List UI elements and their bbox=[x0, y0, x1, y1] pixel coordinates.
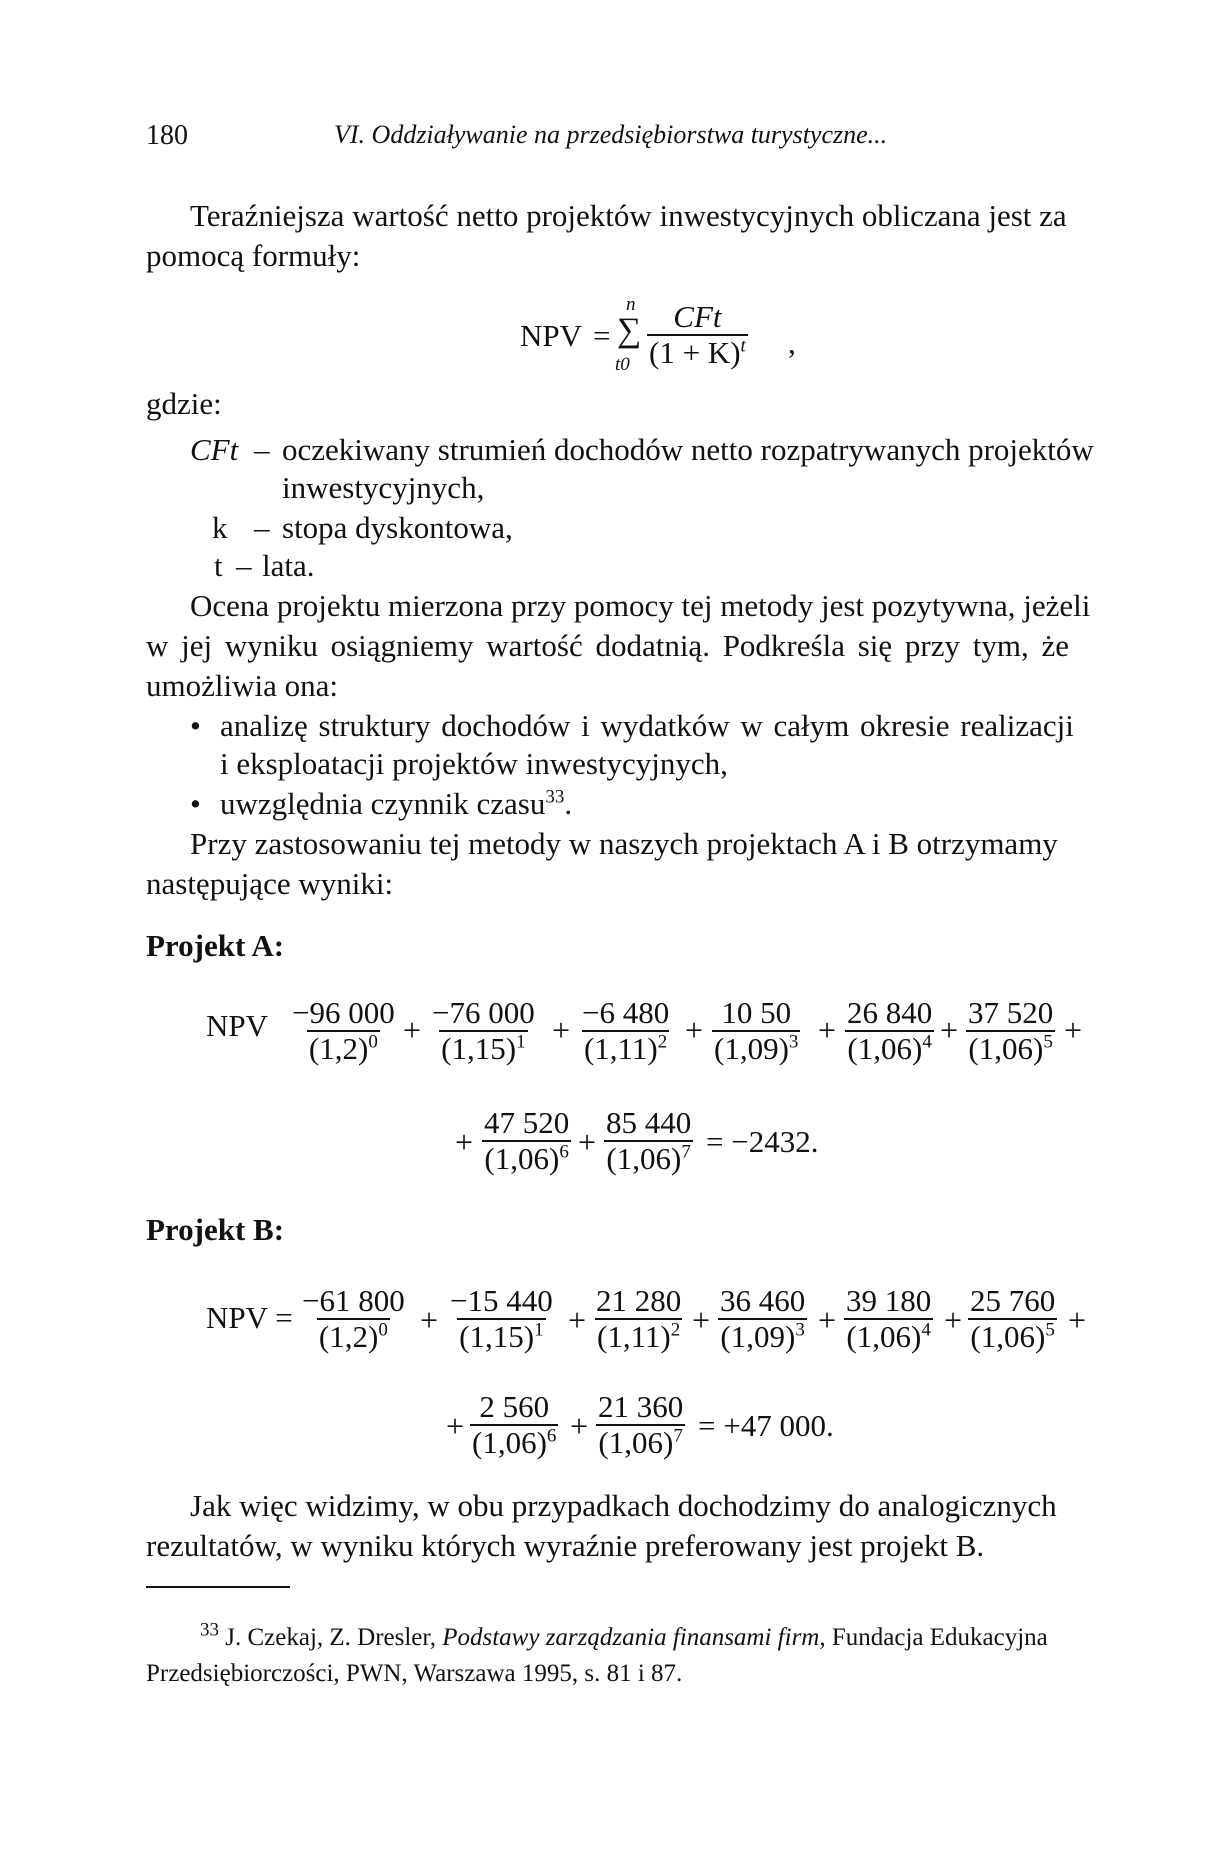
fraction-numerator: 21 280 bbox=[596, 1283, 682, 1318]
fraction-term bbox=[594, 1284, 683, 1354]
fraction-numerator: 2 560 bbox=[479, 1389, 550, 1424]
formula-fraction bbox=[647, 300, 748, 370]
sigma-upper: n bbox=[626, 294, 636, 315]
denominator-base: (1,11) bbox=[583, 1031, 658, 1066]
denominator-exponent: 2 bbox=[657, 1031, 668, 1053]
denominator-exponent: 4 bbox=[922, 1031, 932, 1053]
denominator-base: (1,2) bbox=[308, 1031, 369, 1066]
fraction-term bbox=[712, 996, 800, 1066]
formula-trailing: , bbox=[788, 325, 796, 360]
fraction-term bbox=[430, 996, 537, 1066]
fraction-denominator bbox=[966, 1030, 1054, 1066]
fraction-denominator bbox=[582, 1030, 669, 1066]
where-label: gdzie: bbox=[146, 386, 222, 421]
formula-equals: = bbox=[593, 318, 611, 353]
fraction-denominator bbox=[307, 1030, 380, 1066]
fraction-denominator bbox=[596, 1424, 684, 1460]
fraction-numerator: 21 360 bbox=[598, 1389, 684, 1424]
fraction-term bbox=[604, 1106, 693, 1176]
denominator-base: (1,06) bbox=[968, 1031, 1044, 1066]
formula-denominator bbox=[647, 334, 748, 370]
footnote-ref: 33 bbox=[545, 786, 565, 808]
denominator-exponent: 6 bbox=[546, 1425, 557, 1447]
plus-sign: + bbox=[552, 1012, 571, 1048]
denominator-exponent: 5 bbox=[1045, 1319, 1055, 1341]
fraction-term bbox=[580, 996, 671, 1066]
plus-sign: + bbox=[818, 1012, 837, 1048]
paragraph2-line-1: Przy zastosowaniu tej metody w naszych projektach A i B otrzymamy bbox=[190, 826, 1058, 861]
denominator-base: (1,09) bbox=[720, 1319, 796, 1354]
formula-numerator: CFt bbox=[673, 299, 722, 334]
footnote-publisher: Fundacja Edukacyjna bbox=[831, 1624, 1048, 1651]
fraction-denominator bbox=[595, 1318, 682, 1354]
plus-sign: + bbox=[818, 1302, 837, 1338]
fraction-term bbox=[968, 1284, 1057, 1354]
formula-exponent: t bbox=[740, 335, 746, 357]
footnote-separator bbox=[146, 1586, 290, 1588]
paragraph1-line-3: umożliwia ona: bbox=[146, 668, 338, 703]
denominator-exponent: 3 bbox=[788, 1031, 799, 1053]
definition-continuation: inwestycyjnych, bbox=[282, 470, 485, 505]
plus-sign: + bbox=[940, 1012, 959, 1048]
denominator-exponent: 4 bbox=[921, 1319, 931, 1341]
denominator-exponent: 7 bbox=[681, 1141, 691, 1163]
definition-dash: – bbox=[254, 432, 270, 467]
denominator-base: (1,06) bbox=[970, 1319, 1046, 1354]
fraction-term bbox=[448, 1284, 555, 1354]
project-a-heading: Projekt A: bbox=[146, 928, 285, 963]
denominator-exponent: 1 bbox=[516, 1031, 526, 1053]
definition-symbol: t bbox=[214, 548, 223, 583]
definition-text: lata. bbox=[262, 548, 315, 583]
denominator-base: (1,09) bbox=[714, 1031, 789, 1066]
equation-result: = +47 000. bbox=[698, 1408, 834, 1443]
formula-lhs: NPV bbox=[520, 318, 583, 353]
fraction-numerator: 85 440 bbox=[606, 1105, 692, 1140]
plus-sign: + bbox=[570, 1408, 589, 1444]
fraction-denominator bbox=[439, 1030, 527, 1066]
plus-sign: + bbox=[1068, 1302, 1087, 1338]
footnote-title: Podstawy zarządzania finansami firm, bbox=[442, 1624, 826, 1651]
denominator-exponent: 1 bbox=[534, 1319, 544, 1341]
denominator-base: (1,06) bbox=[472, 1425, 547, 1460]
fraction-term bbox=[482, 1106, 571, 1176]
bullet-line-1 bbox=[220, 786, 572, 822]
sigma-symbol: ∑ bbox=[617, 312, 642, 349]
bullet-text: uwzględnia czynnik czasu bbox=[220, 786, 546, 821]
plus-sign: + bbox=[685, 1012, 704, 1048]
fraction-denominator bbox=[844, 1318, 932, 1354]
fraction-denominator bbox=[470, 1424, 558, 1460]
intro-line-1 bbox=[190, 198, 1140, 234]
fraction-numerator: −76 000 bbox=[432, 995, 535, 1030]
denominator-base: (1,06) bbox=[846, 1319, 922, 1354]
fraction-denominator bbox=[482, 1140, 570, 1176]
fraction-term bbox=[290, 996, 397, 1066]
bullet-marker: • bbox=[190, 786, 201, 821]
page-number: 180 bbox=[146, 120, 188, 151]
denominator-exponent: 2 bbox=[670, 1319, 681, 1341]
plus-sign: + bbox=[944, 1302, 963, 1338]
fraction-numerator: −61 800 bbox=[302, 1283, 405, 1318]
definition-dash: – bbox=[254, 510, 270, 545]
paragraph2-line-2: następujące wyniki: bbox=[146, 866, 394, 901]
fraction-numerator: −96 000 bbox=[292, 995, 395, 1030]
fraction-numerator: 10 50 bbox=[721, 995, 792, 1030]
plus-sign: + bbox=[1064, 1012, 1083, 1048]
sigma-lower: t0 bbox=[615, 354, 630, 375]
plus-sign: + bbox=[578, 1124, 597, 1160]
footnote-line-1 bbox=[200, 1619, 1048, 1652]
definition-text-line bbox=[282, 432, 1140, 468]
fraction-term bbox=[966, 996, 1055, 1066]
denominator-exponent: 3 bbox=[795, 1319, 805, 1341]
plus-sign: + bbox=[446, 1408, 465, 1444]
fraction-numerator: 37 520 bbox=[968, 995, 1054, 1030]
plus-sign: + bbox=[568, 1302, 587, 1338]
fraction-term bbox=[844, 1284, 933, 1354]
fraction-term bbox=[596, 1390, 685, 1460]
denominator-base: (1,11) bbox=[597, 1319, 671, 1354]
definition-text: oczekiwany strumień dochodów netto rozpatrywanych projektów bbox=[282, 432, 1094, 467]
fraction-denominator bbox=[712, 1030, 800, 1066]
definition-text: stopa dyskontowa, bbox=[282, 510, 513, 545]
paragraph1-line-2: w jej wyniku osiągniemy wartość dodatnią. Podkreśla się przy tym, że bbox=[146, 628, 1069, 663]
plus-sign: + bbox=[692, 1302, 711, 1338]
plus-sign: + bbox=[455, 1124, 474, 1160]
definition-symbol: CFt bbox=[190, 432, 239, 467]
denominator-exponent: 0 bbox=[368, 1031, 378, 1053]
denominator-base: (1,06) bbox=[847, 1031, 923, 1066]
intro-line-2: pomocą formuły: bbox=[146, 238, 361, 273]
bullet-line-2: i eksploatacji projektów inwestycyjnych, bbox=[220, 746, 728, 781]
fraction-numerator: 26 840 bbox=[847, 995, 933, 1030]
fraction-numerator: 47 520 bbox=[484, 1105, 570, 1140]
bullet-line-1: analizę struktury dochodów i wydatków w całym okresie realizacji bbox=[220, 708, 1074, 743]
fraction-numerator: −6 480 bbox=[582, 995, 670, 1030]
conclusion-line-1: Jak więc widzimy, w obu przypadkach dochodzimy do analogicznych bbox=[190, 1488, 1057, 1523]
denominator-base: (1,15) bbox=[441, 1031, 517, 1066]
denominator-base: (1,2) bbox=[318, 1319, 379, 1354]
fraction-numerator: 25 760 bbox=[970, 1283, 1056, 1318]
fraction-denominator bbox=[968, 1318, 1056, 1354]
fraction-denominator bbox=[718, 1318, 806, 1354]
bullet-marker: • bbox=[190, 708, 201, 743]
denominator-exponent: 0 bbox=[378, 1319, 388, 1341]
fraction-term bbox=[718, 1284, 807, 1354]
denominator-base: (1,15) bbox=[459, 1319, 535, 1354]
fraction-denominator bbox=[604, 1140, 692, 1176]
fraction-term bbox=[470, 1390, 558, 1460]
npv-label: NPV = bbox=[206, 1300, 293, 1335]
fraction-numerator: 39 180 bbox=[846, 1283, 932, 1318]
fraction-term bbox=[845, 996, 934, 1066]
fraction-denominator bbox=[457, 1318, 545, 1354]
footnote-number: 33 bbox=[200, 1619, 219, 1641]
fraction-numerator: −15 440 bbox=[450, 1283, 553, 1318]
running-header: VI. Oddziaływanie na przedsiębiorstwa turystyczne... bbox=[334, 120, 888, 149]
fraction-denominator bbox=[845, 1030, 933, 1066]
denominator-exponent: 5 bbox=[1043, 1031, 1053, 1053]
bullet-trailing: . bbox=[564, 786, 573, 821]
fraction-numerator: 36 460 bbox=[720, 1283, 806, 1318]
equation-result: = −2432. bbox=[706, 1124, 819, 1159]
denominator-exponent: 7 bbox=[673, 1425, 683, 1447]
intro-text-1: Teraźniejsza wartość netto projektów inwestycyjnych obliczana jest za bbox=[190, 198, 1067, 233]
conclusion-line-2: rezultatów, w wyniku których wyraźnie preferowany jest projekt B. bbox=[146, 1528, 985, 1563]
denominator-base: (1,06) bbox=[598, 1425, 674, 1460]
plus-sign: + bbox=[403, 1012, 422, 1048]
footnote-authors: J. Czekaj, Z. Dresler, bbox=[225, 1624, 436, 1651]
footnote-line-2: Przedsiębiorczości, PWN, Warszawa 1995, s. 81 i 87. bbox=[146, 1660, 683, 1687]
fraction-denominator bbox=[317, 1318, 390, 1354]
denominator-base: (1,06) bbox=[606, 1141, 682, 1176]
paragraph1-line-1: Ocena projektu mierzona przy pomocy tej metody jest pozytywna, jeżeli bbox=[190, 588, 1091, 623]
npv-label: NPV bbox=[206, 1008, 269, 1043]
definition-symbol: k bbox=[212, 510, 228, 545]
fraction-term bbox=[300, 1284, 407, 1354]
formula-denominator-base: (1 + K) bbox=[649, 335, 741, 370]
denominator-exponent: 6 bbox=[559, 1141, 569, 1163]
plus-sign: + bbox=[420, 1302, 439, 1338]
project-b-heading: Projekt B: bbox=[146, 1212, 285, 1247]
denominator-base: (1,06) bbox=[484, 1141, 560, 1176]
definition-dash: – bbox=[236, 548, 252, 583]
